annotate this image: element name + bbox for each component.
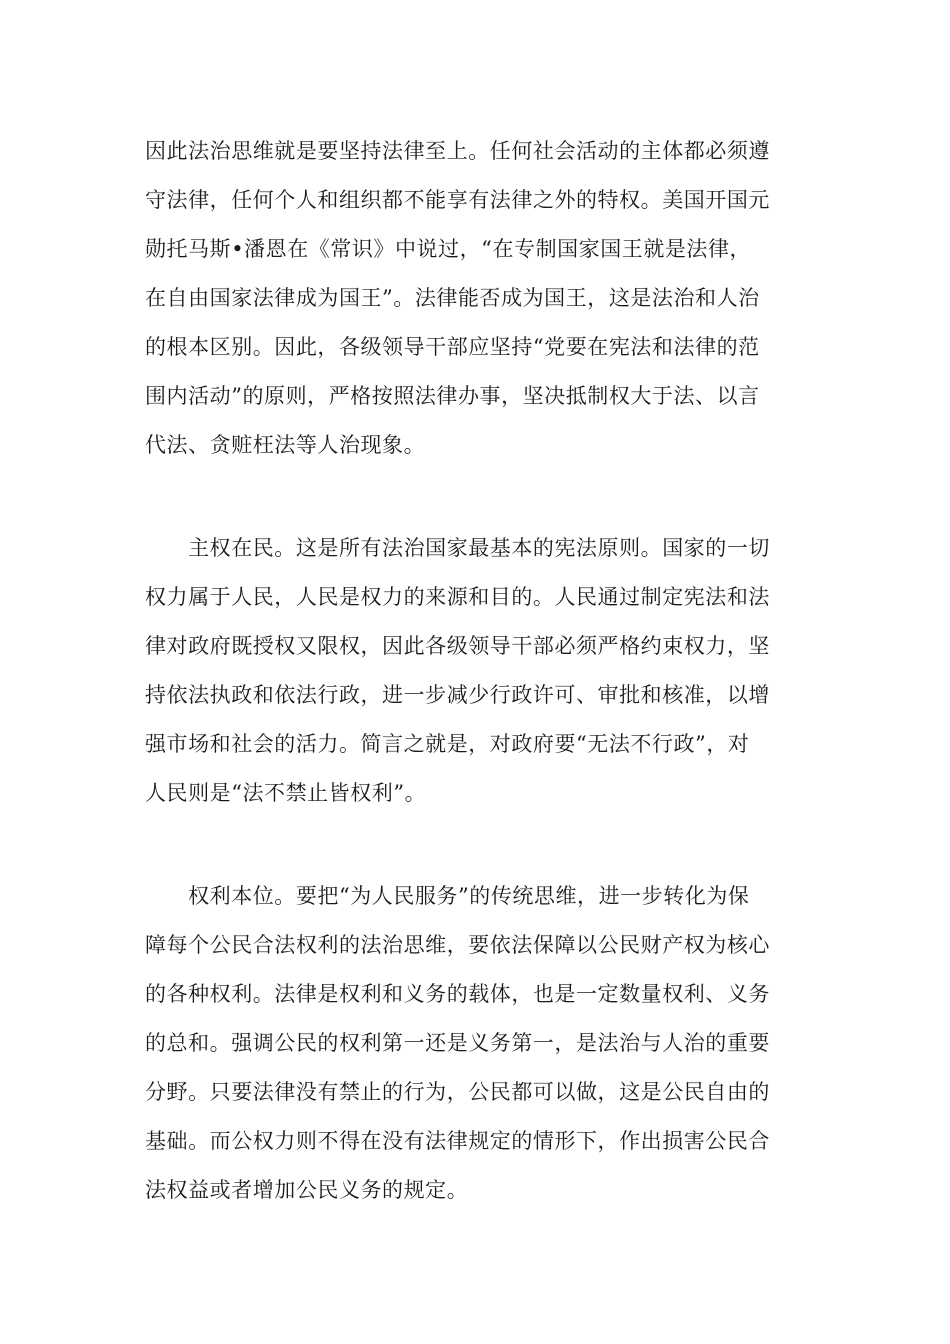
paragraph-rights-based [145,872,810,1215]
text-line: 在自由国家法律成为国王”。法律能否成为国王，这是法治和人治 [145,286,760,310]
text-line: 的根本区别。因此，各级领导干部应坚持“党要在宪法和法律的范 [145,335,760,359]
text-line: 代法、贪赃枉法等人治现象。 [145,433,426,457]
text-line: 主权在民。这是所有法治国家最基本的宪法原则。国家的一切 [145,536,770,560]
text-line: 持依法执政和依法行政，进一步减少行政许可、审批和核准，以增 [145,683,770,707]
text-line: 强市场和社会的活力。简言之就是，对政府要“无法不行政”，对 [145,732,750,756]
text-line: 障每个公民合法权利的法治思维，要依法保障以公民财产权为核心 [145,933,770,957]
paragraph-sovereignty-of-people [145,524,810,818]
text-line: 权利本位。要把“为人民服务”的传统思维，进一步转化为保 [145,884,750,908]
text-line: 守法律，任何个人和组织都不能享有法律之外的特权。美国开国元 [145,188,770,212]
text-line: 人民则是“法不禁止皆权利”。 [145,781,427,805]
text-line: 因此法治思维就是要坚持法律至上。任何社会活动的主体都必须遵 [145,139,770,163]
text-line: 分野。只要法律没有禁止的行为，公民都可以做，这是公民自由的 [145,1080,770,1104]
text-line: 的总和。强调公民的权利第一还是义务第一，是法治与人治的重要 [145,1031,770,1055]
text-line: 法权益或者增加公民义务的规定。 [145,1178,469,1202]
text-line: 律对政府既授权又限权，因此各级领导干部必须严格约束权力，坚 [145,634,770,658]
paragraph-rule-of-law-supremacy [145,127,810,470]
text-line: 权力属于人民，人民是权力的来源和目的。人民通过制定宪法和法 [145,585,770,609]
text-line: 基础。而公权力则不得在没有法律规定的情形下，作出损害公民合 [145,1129,770,1153]
text-line: 围内活动”的原则，严格按照法律办事，坚决抵制权大于法、以言 [145,384,760,408]
text-line: 勋托马斯•潘恩在《常识》中说过，“在专制国家国王就是法律， [145,237,752,261]
text-line: 的各种权利。法律是权利和义务的载体，也是一定数量权利、义务 [145,982,770,1006]
